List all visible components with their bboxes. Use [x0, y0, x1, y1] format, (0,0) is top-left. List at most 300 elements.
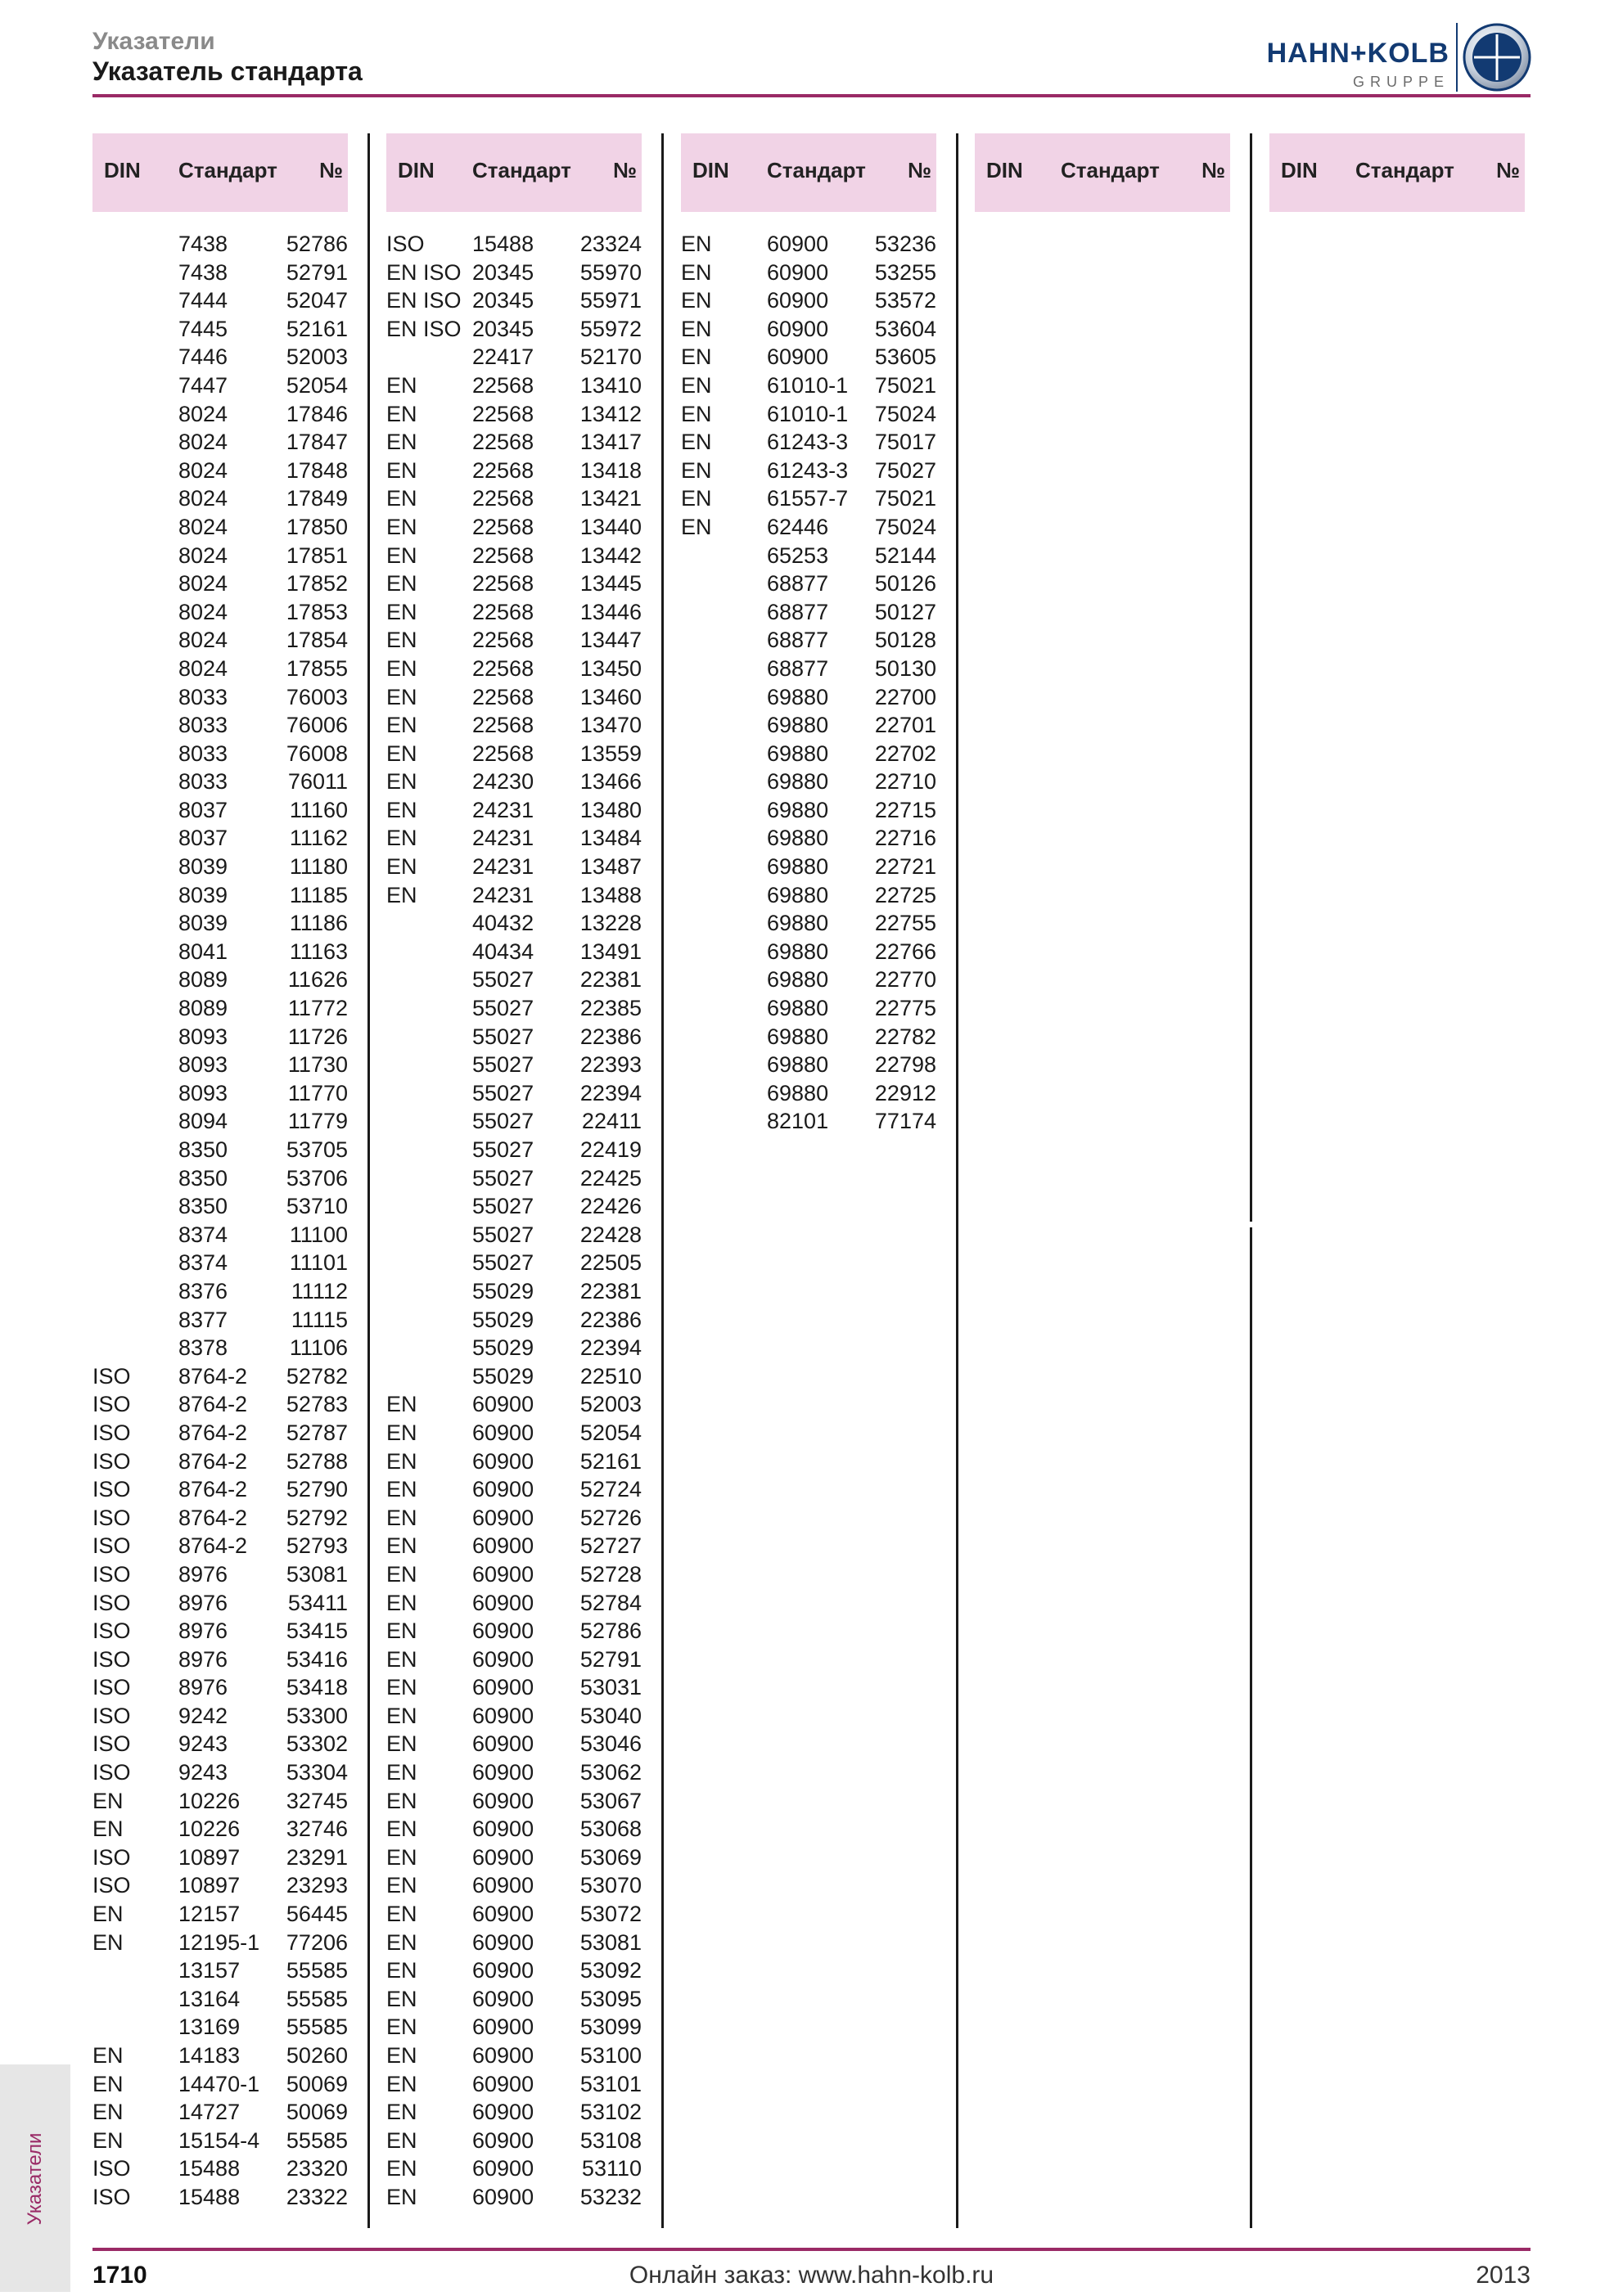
standard-cell: 14183 [178, 2043, 241, 2068]
article-number-cell: 53415 [286, 1618, 348, 1644]
index-row [386, 2013, 642, 2042]
article-number-cell: 50069 [286, 2100, 348, 2125]
standard-cell: 60900 [472, 2127, 534, 2153]
index-row [92, 683, 348, 712]
article-number-cell: 53062 [579, 1760, 642, 1785]
article-number-cell: 13488 [579, 882, 642, 907]
index-row [92, 1362, 348, 1391]
din-cell: EN ISO [386, 259, 462, 285]
standard-cell: 60900 [472, 2043, 534, 2068]
article-number-cell: 22702 [874, 741, 936, 766]
article-number-cell: 22386 [579, 1024, 642, 1049]
standard-cell: 60900 [472, 1561, 534, 1587]
standard-header: Стандарт [472, 158, 571, 182]
index-row [681, 457, 936, 485]
index-row [386, 1985, 642, 2014]
index-row [681, 513, 936, 542]
standard-cell: 60900 [472, 1590, 534, 1615]
side-tab-index[interactable] [0, 2064, 70, 2292]
index-row [92, 1475, 348, 1504]
standard-cell: 8024 [178, 628, 228, 653]
index-row [386, 768, 642, 796]
standard-cell: 22568 [472, 542, 534, 568]
index-row [92, 1249, 348, 1277]
standard-cell: 60900 [472, 1760, 534, 1785]
standard-cell: 8976 [178, 1646, 228, 1672]
din-cell: EN [92, 2127, 124, 2153]
article-number-cell: 13418 [579, 457, 642, 483]
article-number-cell: 22393 [579, 1052, 642, 1078]
standard-cell: 60900 [472, 1873, 534, 1898]
standard-cell: 8033 [178, 741, 228, 766]
article-number-cell: 11772 [287, 996, 348, 1021]
header-divider [92, 94, 1531, 97]
index-row [92, 853, 348, 881]
standard-cell: 7446 [178, 344, 228, 370]
standard-cell: 60900 [472, 1646, 534, 1672]
standard-cell: 60900 [472, 2100, 534, 2125]
index-column-5 [1269, 133, 1525, 230]
footer-divider [92, 2248, 1531, 2251]
standard-cell: 55027 [472, 1222, 534, 1247]
din-cell: EN [386, 1505, 417, 1530]
standard-cell: 8024 [178, 401, 228, 426]
standard-cell: 12157 [178, 1902, 241, 1927]
index-row [92, 484, 348, 513]
standard-cell: 55027 [472, 1052, 534, 1078]
article-number-cell: 17852 [286, 571, 348, 597]
index-row [386, 1164, 642, 1193]
din-cell: EN [386, 628, 417, 653]
article-number-cell: 75021 [874, 486, 936, 511]
index-row [92, 457, 348, 485]
din-cell: ISO [92, 1873, 131, 1898]
standard-cell: 68877 [767, 628, 829, 653]
standard-cell: 69880 [767, 882, 829, 907]
index-row [386, 1475, 642, 1504]
article-number-cell: 75024 [874, 514, 936, 539]
article-number-cell: 52003 [286, 344, 348, 370]
index-row [92, 1617, 348, 1645]
index-row [92, 542, 348, 570]
index-row [92, 1702, 348, 1731]
standard-cell: 61010-1 [767, 372, 849, 398]
standard-cell: 60900 [472, 2156, 534, 2181]
index-row [386, 371, 642, 400]
article-number-cell: 50069 [286, 2071, 348, 2096]
standard-cell: 22568 [472, 655, 534, 681]
article-number-cell: 56445 [286, 1902, 348, 1927]
article-number-cell: 53067 [579, 1788, 642, 1813]
din-cell: EN [386, 882, 417, 907]
din-cell: EN [681, 232, 712, 256]
article-number-cell: 53099 [579, 2015, 642, 2040]
din-cell: EN [681, 514, 712, 539]
index-row [92, 1334, 348, 1362]
article-number-cell: 55585 [286, 2127, 348, 2153]
article-number-cell: 77206 [286, 1929, 348, 1955]
index-row [92, 1730, 348, 1758]
article-number-cell: 22505 [579, 1250, 642, 1276]
article-number-cell: 55585 [286, 2015, 348, 2040]
column-header [386, 133, 642, 212]
article-number-cell: 53095 [579, 1986, 642, 2011]
index-row [386, 1532, 642, 1560]
article-number-cell: 22798 [874, 1052, 936, 1078]
index-row [386, 909, 642, 938]
article-number-cell: 52724 [579, 1477, 642, 1502]
index-row [386, 1504, 642, 1533]
standard-cell: 8024 [178, 486, 228, 511]
index-row [681, 1079, 936, 1108]
index-row [386, 457, 642, 485]
standard-cell: 8024 [178, 599, 228, 624]
index-row [386, 1390, 642, 1419]
standard-cell: 8764-2 [178, 1420, 248, 1445]
index-row [92, 1390, 348, 1419]
article-number-cell: 22381 [579, 967, 642, 993]
din-cell: EN [386, 1477, 417, 1502]
article-number-cell: 77174 [874, 1109, 936, 1134]
article-number-cell: 52170 [579, 344, 642, 370]
standard-cell: 8024 [178, 457, 228, 483]
index-row [386, 1419, 642, 1447]
index-row [92, 909, 348, 938]
article-number-cell: 55972 [579, 316, 642, 341]
standard-cell: 10897 [178, 1873, 241, 1898]
index-row [386, 2070, 642, 2099]
din-cell: EN [386, 2100, 417, 2125]
din-header: DIN [692, 158, 729, 182]
order-url: Онлайн заказ: www.hahn-kolb.ru [629, 2262, 994, 2289]
index-row [386, 1277, 642, 1306]
index-row [386, 1645, 642, 1674]
index-row [386, 598, 642, 627]
index-row [386, 259, 642, 287]
standard-cell: 14470-1 [178, 2071, 260, 2096]
din-cell: EN [386, 741, 417, 766]
standard-cell: 61010-1 [767, 401, 849, 426]
index-row [92, 1192, 348, 1221]
index-row [681, 484, 936, 513]
standard-cell: 60900 [472, 1675, 534, 1700]
standard-cell: 60900 [767, 288, 829, 313]
article-number-cell: 22700 [874, 684, 936, 709]
standard-cell: 8976 [178, 1675, 228, 1700]
article-number-cell: 52726 [579, 1505, 642, 1530]
index-row [92, 1447, 348, 1476]
din-cell: EN [386, 1817, 417, 1842]
din-cell: ISO [92, 1618, 131, 1644]
article-number-cell: 22701 [874, 713, 936, 738]
article-number-cell: 11779 [287, 1109, 348, 1134]
number-header: № [1496, 158, 1520, 182]
index-row [92, 343, 348, 371]
index-row [92, 569, 348, 598]
article-number-cell: 53031 [579, 1675, 642, 1700]
standard-cell: 13157 [178, 1958, 241, 1983]
article-number-cell: 22716 [874, 826, 936, 851]
standard-cell: 7447 [178, 372, 228, 398]
article-number-cell: 53040 [579, 1703, 642, 1728]
article-number-cell: 11112 [291, 1278, 348, 1303]
index-row [92, 1504, 348, 1533]
index-row [92, 1758, 348, 1787]
standard-cell: 15488 [178, 2156, 241, 2181]
standard-cell: 55027 [472, 1024, 534, 1049]
index-row [681, 881, 936, 910]
article-number-cell: 50126 [874, 571, 936, 597]
din-cell: ISO [92, 1420, 131, 1445]
standard-cell: 8764-2 [178, 1363, 248, 1389]
index-rows [92, 230, 348, 2212]
article-number-cell: 53411 [287, 1590, 348, 1615]
column-header [1269, 133, 1525, 212]
article-number-cell: 52161 [286, 316, 348, 341]
index-row [386, 1758, 642, 1787]
din-cell: EN [386, 826, 417, 851]
index-row [386, 484, 642, 513]
standard-cell: 62446 [767, 514, 829, 539]
din-cell: EN [681, 401, 712, 426]
article-number-cell: 22715 [874, 797, 936, 822]
standard-cell: 60900 [472, 1958, 534, 1983]
index-rows [386, 230, 642, 2212]
column-separator [1250, 1227, 1252, 2228]
article-number-cell: 53108 [579, 2127, 642, 2153]
article-number-cell: 52727 [579, 1533, 642, 1559]
index-row [681, 1107, 936, 1136]
article-number-cell: 50127 [874, 599, 936, 624]
standard-cell: 8033 [178, 713, 228, 738]
standard-cell: 13164 [178, 1986, 241, 2011]
index-row [92, 1079, 348, 1108]
din-cell: EN [386, 2071, 417, 2096]
article-number-cell: 22766 [874, 939, 936, 964]
standard-cell: 24231 [472, 882, 534, 907]
standard-cell: 8093 [178, 1080, 228, 1105]
standard-cell: 8976 [178, 1590, 228, 1615]
index-rows [681, 230, 936, 1136]
din-cell: EN [681, 344, 712, 370]
din-cell: EN [681, 457, 712, 483]
index-row [92, 1985, 348, 2014]
index-row [386, 2183, 642, 2212]
article-number-cell: 22425 [579, 1165, 642, 1191]
article-number-cell: 53072 [579, 1902, 642, 1927]
article-number-cell: 22394 [579, 1335, 642, 1361]
din-cell: EN [92, 1902, 124, 1927]
article-number-cell: 52788 [286, 1448, 348, 1474]
article-number-cell: 13491 [579, 939, 642, 964]
article-number-cell: 52791 [286, 259, 348, 285]
standard-cell: 69880 [767, 939, 829, 964]
number-header: № [1201, 158, 1225, 182]
standard-cell: 55027 [472, 1137, 534, 1162]
article-number-cell: 76008 [286, 741, 348, 766]
standard-cell: 8764-2 [178, 1448, 248, 1474]
index-row [386, 286, 642, 315]
logo-wordmark: HAHN+KOLB [1266, 38, 1449, 69]
article-number-cell: 13228 [579, 911, 642, 936]
standard-cell: 69880 [767, 684, 829, 709]
index-row [386, 1956, 642, 1985]
article-number-cell: 53110 [581, 2156, 642, 2181]
standard-cell: 8350 [178, 1194, 228, 1219]
standard-cell: 60900 [472, 1477, 534, 1502]
standard-cell: 55027 [472, 1194, 534, 1219]
index-column-1 [92, 133, 348, 2212]
standard-cell: 60900 [472, 2071, 534, 2096]
standard-cell: 22568 [472, 741, 534, 766]
standard-cell: 8037 [178, 797, 228, 822]
standard-cell: 8039 [178, 882, 228, 907]
standard-cell: 60900 [472, 1392, 534, 1417]
din-cell: EN [681, 486, 712, 511]
index-row [386, 683, 642, 712]
din-cell: ISO [92, 2184, 131, 2209]
page-header [92, 28, 363, 86]
index-row [386, 1844, 642, 1872]
standard-header: Стандарт [1355, 158, 1454, 182]
index-column-4 [975, 133, 1230, 230]
standard-cell: 8350 [178, 1137, 228, 1162]
standard-cell: 20345 [472, 259, 534, 285]
article-number-cell: 52144 [874, 542, 936, 568]
din-cell: EN [386, 2015, 417, 2040]
index-row [681, 796, 936, 825]
article-number-cell: 76003 [286, 684, 348, 709]
din-cell: EN [386, 1902, 417, 1927]
article-number-cell: 22411 [581, 1109, 642, 1134]
index-row [386, 2127, 642, 2155]
index-row [92, 598, 348, 627]
standard-cell: 8374 [178, 1222, 228, 1247]
index-row [386, 1929, 642, 1957]
standard-cell: 8024 [178, 571, 228, 597]
standard-header: Стандарт [178, 158, 277, 182]
standard-cell: 8089 [178, 996, 228, 1021]
article-number-cell: 50260 [286, 2043, 348, 2068]
article-number-cell: 75017 [874, 430, 936, 455]
standard-cell: 20345 [472, 288, 534, 313]
index-row [386, 1306, 642, 1335]
article-number-cell: 53605 [874, 344, 936, 370]
article-number-cell: 22782 [874, 1024, 936, 1049]
standard-cell: 55029 [472, 1278, 534, 1303]
standard-cell: 40434 [472, 939, 534, 964]
column-separator [367, 133, 370, 2228]
standard-cell: 69880 [767, 996, 829, 1021]
index-row [92, 2183, 348, 2212]
side-tab-label: Указатели [24, 2132, 46, 2226]
standard-cell: 10226 [178, 1788, 241, 1813]
standard-cell: 8764-2 [178, 1533, 248, 1559]
logo-subtitle: GRUPPE [1352, 74, 1449, 90]
standard-cell: 22417 [472, 344, 534, 370]
index-row [92, 824, 348, 853]
din-cell: ISO [92, 1675, 131, 1700]
din-cell: EN [386, 797, 417, 822]
standard-cell: 60900 [767, 259, 829, 285]
index-row [386, 343, 642, 371]
din-cell: EN [386, 430, 417, 455]
logo-emblem-icon [1463, 23, 1531, 92]
din-cell: EN [386, 571, 417, 597]
article-number-cell: 11726 [287, 1024, 348, 1049]
index-row [92, 740, 348, 768]
standard-cell: 22568 [472, 514, 534, 539]
index-row [386, 1815, 642, 1844]
index-row [92, 315, 348, 344]
din-cell: EN ISO [386, 288, 462, 313]
standard-cell: 8377 [178, 1307, 228, 1332]
index-row [386, 1192, 642, 1221]
index-column-2 [386, 133, 642, 2212]
standard-cell: 69880 [767, 854, 829, 880]
article-number-cell: 53302 [286, 1731, 348, 1757]
index-row [92, 428, 348, 457]
article-number-cell: 52791 [579, 1646, 642, 1672]
standard-cell: 8976 [178, 1618, 228, 1644]
din-cell: EN [386, 1958, 417, 1983]
index-row [681, 909, 936, 938]
index-row [681, 853, 936, 881]
article-number-cell: 55971 [579, 288, 642, 313]
article-number-cell: 52786 [286, 232, 348, 256]
index-row [386, 400, 642, 429]
index-row [386, 1023, 642, 1051]
article-number-cell: 11100 [289, 1222, 348, 1247]
standard-cell: 61243-3 [767, 430, 849, 455]
index-row [386, 740, 642, 768]
din-cell: EN [386, 1392, 417, 1417]
index-row [92, 1419, 348, 1447]
article-number-cell: 53100 [579, 2043, 642, 2068]
article-number-cell: 22912 [874, 1080, 936, 1105]
index-row [92, 513, 348, 542]
standard-cell: 69880 [767, 741, 829, 766]
standard-cell: 55027 [472, 967, 534, 993]
standard-cell: 22568 [472, 684, 534, 709]
article-number-cell: 17847 [286, 430, 348, 455]
article-number-cell: 76011 [287, 769, 348, 795]
article-number-cell: 13417 [579, 430, 642, 455]
standard-header: Стандарт [1061, 158, 1160, 182]
article-number-cell: 11770 [287, 1080, 348, 1105]
index-row [681, 655, 936, 683]
index-row [92, 994, 348, 1023]
standard-cell: 60900 [472, 1902, 534, 1927]
standard-cell: 61557-7 [767, 486, 849, 511]
din-cell: EN [386, 1533, 417, 1559]
index-row [386, 2042, 642, 2070]
standard-cell: 24231 [472, 854, 534, 880]
index-row [386, 824, 642, 853]
index-row [386, 1787, 642, 1816]
din-cell: EN [386, 1929, 417, 1955]
article-number-cell: 11162 [289, 826, 348, 851]
standard-cell: 9243 [178, 1760, 228, 1785]
standard-cell: 60900 [472, 1448, 534, 1474]
article-number-cell: 23291 [286, 1844, 348, 1870]
index-row [681, 1051, 936, 1079]
article-number-cell: 52787 [286, 1420, 348, 1445]
standard-cell: 22568 [472, 372, 534, 398]
article-number-cell: 53046 [579, 1731, 642, 1757]
standard-cell: 20345 [472, 316, 534, 341]
din-cell: EN ISO [386, 316, 462, 341]
